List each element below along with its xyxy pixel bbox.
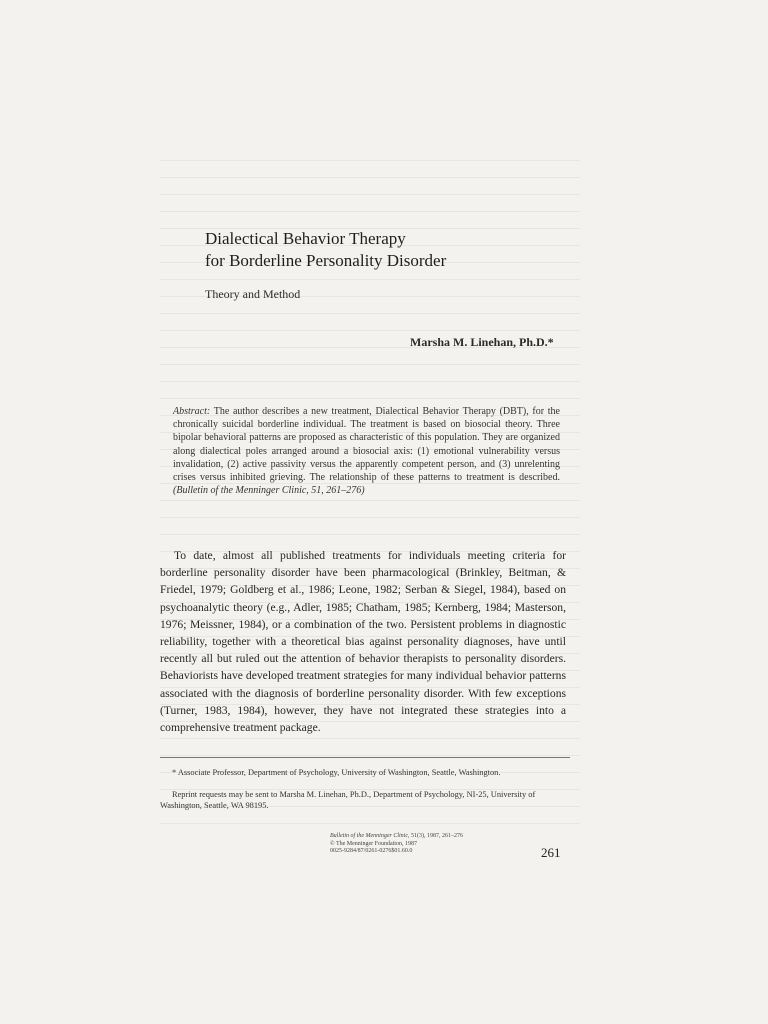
article-title [205, 228, 446, 272]
footnote-affiliation [160, 767, 570, 778]
body-paragraph [160, 547, 566, 736]
abstract-label: Abstract: [173, 406, 211, 417]
footer-journal-line [330, 833, 463, 841]
footnote-rule [160, 757, 570, 758]
abstract-block [173, 405, 560, 497]
title-line-2: for Borderline Personality Disorder [205, 251, 447, 270]
abstract-text: The author describes a new treatment, Dialectical Behavior Therapy (DBT), for the chronically suicidal borderline individual. The treatment is based on biosocial theory. Three bipolar behavioral patterns are proposed as characteristic of this population. They are organized along dialectical poles arranged around a biosocial axis: (1) emotional vulnerability versus invalidation, (2) active passivity versus the apparently competent person, and (3) unrelenting crises versus inhibited grieving. The relationship of these patterns to treatment is described. [173, 406, 560, 484]
body-paragraph-text: To date, almost all published treatments for individuals meeting criteria for borderline personality disorder have been pharmacological (Brinkley, Beitman, & Friedel, 1979; Goldberg et al., 1986; Leone, 1982; Serban & Siegel, 1984), based on psychoanalytic theory (e.g., Adler, 1985; Chatham, 1985; Kernberg, 1984; Masterson, 1976; Meissner, 1984), or a combination of the two. Persistent problems in diagnostic reliability, together with a theoretical bias against personality diagnoses, have until recently all but ruled out the attention of behavior therapists to personality disorders. Behaviorists have developed treatment strategies for many individual behavior patterns associated with the diagnosis of borderline personality disorder. With few exceptions (Turner, 1983, 1984), however, they have not integrated these strategies into a comprehensive treatment package. [160, 549, 566, 735]
page-number: 261 [541, 845, 561, 860]
journal-footer [330, 833, 463, 856]
footer-journal-name: Bulletin of the Menninger Clinic, [330, 833, 410, 839]
abstract-citation: (Bulletin of the Menninger Clinic, 51, 261–276) [173, 485, 365, 497]
title-line-1: Dialectical Behavior Therapy [205, 229, 406, 248]
article-subtitle: Theory and Method [205, 287, 301, 301]
footnote-reprint-text: Reprint requests may be sent to Marsha M. Linehan, Ph.D., Department of Psychology, NI-25, University of Washington, Seattle, WA 98195. [160, 790, 536, 810]
footnote-affiliation-text: * Associate Professor, Department of Psychology, University of Washington, Seattle, Washington. [172, 768, 501, 777]
author-line: Marsha M. Linehan, Ph.D.* [410, 335, 554, 349]
footnote-reprint [160, 789, 570, 811]
footer-code: 0025-9284/87/0261-0276$01.60.0 [330, 848, 413, 855]
footer-journal-volume: 51(3), 1987, 261–276 [409, 833, 463, 839]
footer-copyright: © The Menninger Foundation, 1987 [330, 840, 417, 847]
